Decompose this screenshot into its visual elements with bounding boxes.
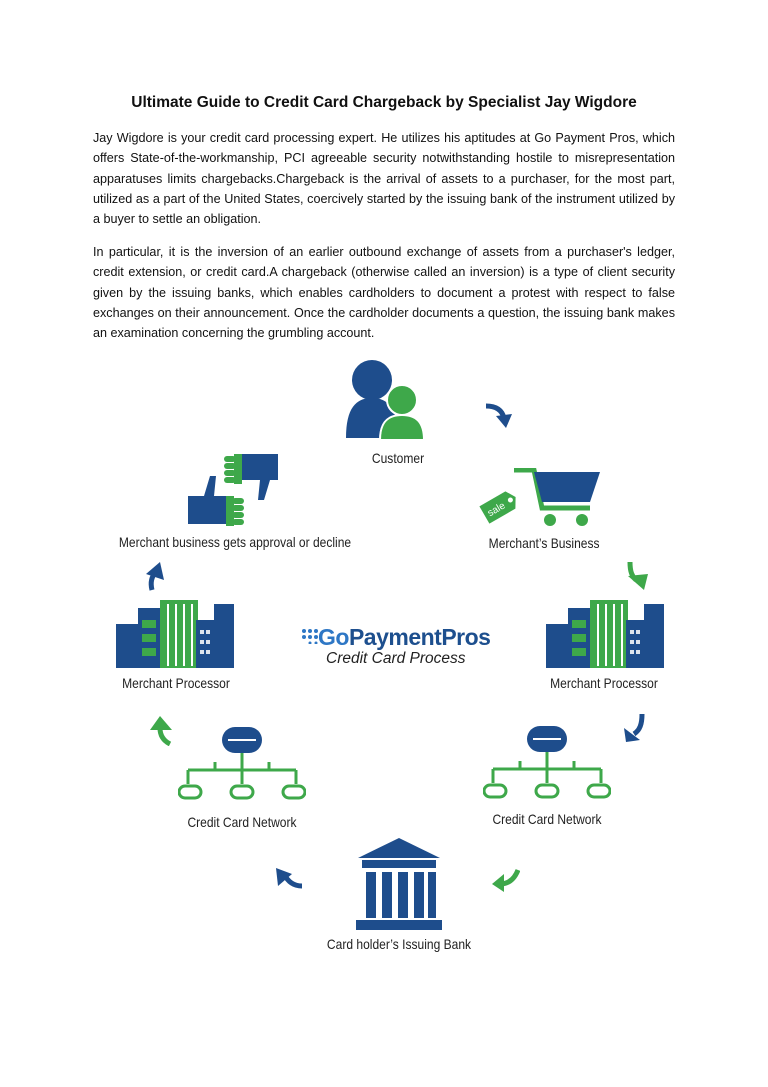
customer-people-icon: [346, 360, 424, 440]
flow-arrow-icon: [148, 716, 174, 746]
thumbs-up-down-icon: [186, 452, 282, 528]
flow-arrow-icon: [484, 402, 514, 428]
shopping-cart-icon: [478, 468, 604, 530]
flow-arrow-icon: [142, 560, 168, 592]
issuing-bank-label: Card holder’s Issuing Bank: [326, 936, 472, 952]
merchants-business-label: Merchant’s Business: [488, 535, 600, 551]
flow-arrow-icon: [624, 560, 652, 590]
document-title: Ultimate Guide to Credit Card Chargeback by Specialist Jay Wigdore: [131, 94, 637, 111]
credit-card-network-left-label: Credit Card Network: [187, 814, 297, 830]
credit-card-network-icon: [483, 725, 611, 801]
logo-wordmark: GoPaymentPros: [318, 624, 491, 650]
merchant-processor-buildings-icon: [116, 600, 234, 668]
paragraph-details: In particular, it is the inversion of an earlier outbound exchange of assets from a purchaser's ledger, credit extension, or credit card.A chargeback (otherwise called an inversion) is a type of client security given by the issuing banks, which enables cardholders to document a protest with respect to false exchanges on their announcement. Once the cardholder documents a question, the issuing bank makes an examination concerning the grumbling account.: [93, 245, 675, 341]
flow-arrow-icon: [490, 866, 520, 892]
flow-arrow-icon: [622, 712, 648, 742]
issuing-bank-icon: [356, 838, 442, 930]
customer-label: Customer: [371, 450, 425, 466]
credit-card-network-icon: [178, 726, 306, 802]
merchant-processor-left-label: Merchant Processor: [122, 675, 230, 691]
approval-decline-label: Merchant business gets approval or decline: [118, 534, 352, 550]
cart-tag-text: sale: [485, 500, 508, 520]
flow-arrow-icon: [274, 866, 304, 894]
merchant-processor-buildings-icon: [546, 600, 664, 668]
paragraph-intro: Jay Wigdore is your credit card processing expert. He utilizes his aptitudes at Go Payment Pros, which offers State-of-the-workmanship, PCI agreeable security notwithstanding hostile to misrepresentation apparatuses limits chargebacks.Chargeback is the arrival of assets to a purchaser, for the most part, utilized as a part of the United States, coercively started by the issuing bank of the instrument utilized by a buyer to settle an obligation.: [93, 131, 675, 227]
logo-subtitle: Credit Card Process: [326, 650, 466, 667]
merchant-processor-right-label: Merchant Processor: [550, 675, 658, 691]
credit-card-network-right-label: Credit Card Network: [492, 811, 602, 827]
